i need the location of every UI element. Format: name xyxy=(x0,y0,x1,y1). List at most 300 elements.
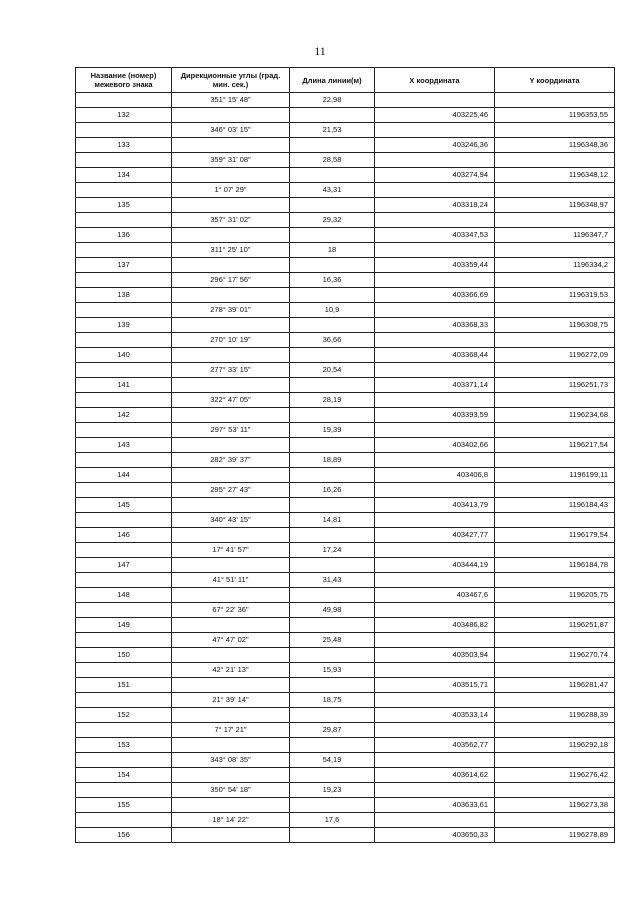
x-coordinate xyxy=(375,393,495,408)
y-coordinate xyxy=(495,483,615,498)
line-length xyxy=(290,378,375,393)
line-length: 20,54 xyxy=(290,363,375,378)
segment-row xyxy=(76,93,615,108)
point-name: 152 xyxy=(76,708,172,723)
y-coordinate xyxy=(495,663,615,678)
line-length: 25,48 xyxy=(290,633,375,648)
line-length xyxy=(290,438,375,453)
direction-angle xyxy=(172,558,290,573)
line-length: 29,32 xyxy=(290,213,375,228)
point-name: 134 xyxy=(76,168,172,183)
direction-angle: 270° 10' 19" xyxy=(172,333,290,348)
point-name: 142 xyxy=(76,408,172,423)
y-coordinate xyxy=(495,213,615,228)
x-coordinate: 403650,33 xyxy=(375,828,495,843)
direction-angle xyxy=(172,798,290,813)
y-coordinate: 1196184,43 xyxy=(495,498,615,513)
direction-angle: 18° 14' 22" xyxy=(172,813,290,828)
segment-row xyxy=(76,453,615,468)
y-coordinate xyxy=(495,783,615,798)
segment-row xyxy=(76,423,615,438)
point-name: 146 xyxy=(76,528,172,543)
point-name xyxy=(76,603,172,618)
direction-angle xyxy=(172,348,290,363)
x-coordinate xyxy=(375,213,495,228)
page-number: 11 xyxy=(314,44,326,58)
point-row xyxy=(76,708,615,723)
line-length: 43,31 xyxy=(290,183,375,198)
line-length xyxy=(290,198,375,213)
line-length: 17,24 xyxy=(290,543,375,558)
x-coordinate xyxy=(375,723,495,738)
point-name: 145 xyxy=(76,498,172,513)
point-name xyxy=(76,573,172,588)
point-name: 150 xyxy=(76,648,172,663)
x-coordinate xyxy=(375,753,495,768)
point-row xyxy=(76,468,615,483)
point-name xyxy=(76,753,172,768)
direction-angle: 357° 31' 02" xyxy=(172,213,290,228)
x-coordinate xyxy=(375,783,495,798)
line-length xyxy=(290,408,375,423)
segment-row xyxy=(76,243,615,258)
point-row xyxy=(76,648,615,663)
direction-angle: 282° 39' 37" xyxy=(172,453,290,468)
y-coordinate xyxy=(495,93,615,108)
x-coordinate: 403503,94 xyxy=(375,648,495,663)
segment-row xyxy=(76,333,615,348)
direction-angle: 295° 27' 43" xyxy=(172,483,290,498)
direction-angle xyxy=(172,198,290,213)
line-length xyxy=(290,798,375,813)
x-coordinate: 403371,14 xyxy=(375,378,495,393)
x-coordinate: 403427,77 xyxy=(375,528,495,543)
direction-angle: 7° 17' 21" xyxy=(172,723,290,738)
y-coordinate: 1196270,74 xyxy=(495,648,615,663)
direction-angle: 277° 33' 15" xyxy=(172,363,290,378)
segment-row xyxy=(76,723,615,738)
x-coordinate xyxy=(375,543,495,558)
x-coordinate xyxy=(375,363,495,378)
x-coordinate xyxy=(375,513,495,528)
line-length xyxy=(290,318,375,333)
point-name xyxy=(76,393,172,408)
line-length: 18,89 xyxy=(290,453,375,468)
point-name xyxy=(76,423,172,438)
segment-row xyxy=(76,753,615,768)
direction-angle: 340° 43' 15" xyxy=(172,513,290,528)
direction-angle xyxy=(172,738,290,753)
direction-angle xyxy=(172,528,290,543)
header-x: X координата xyxy=(375,68,495,93)
x-coordinate: 403467,6 xyxy=(375,588,495,603)
segment-row xyxy=(76,513,615,528)
y-coordinate xyxy=(495,393,615,408)
point-name xyxy=(76,93,172,108)
point-row xyxy=(76,228,615,243)
y-coordinate: 1196347,7 xyxy=(495,228,615,243)
line-length: 21,53 xyxy=(290,123,375,138)
line-length: 22,98 xyxy=(290,93,375,108)
x-coordinate: 403614,62 xyxy=(375,768,495,783)
direction-angle: 296° 17' 56" xyxy=(172,273,290,288)
x-coordinate: 403368,33 xyxy=(375,318,495,333)
line-length: 54,19 xyxy=(290,753,375,768)
point-name: 132 xyxy=(76,108,172,123)
point-row xyxy=(76,828,615,843)
x-coordinate: 403318,24 xyxy=(375,198,495,213)
header-angle: Дирекционные углы (град. мин. сек.) xyxy=(172,68,290,93)
x-coordinate xyxy=(375,693,495,708)
line-length xyxy=(290,168,375,183)
y-coordinate xyxy=(495,693,615,708)
x-coordinate: 403246,36 xyxy=(375,138,495,153)
segment-row xyxy=(76,393,615,408)
x-coordinate: 403406,8 xyxy=(375,468,495,483)
line-length: 19,23 xyxy=(290,783,375,798)
direction-angle xyxy=(172,168,290,183)
line-length xyxy=(290,738,375,753)
point-name xyxy=(76,123,172,138)
y-coordinate xyxy=(495,333,615,348)
x-coordinate: 403633,61 xyxy=(375,798,495,813)
point-name xyxy=(76,363,172,378)
line-length xyxy=(290,288,375,303)
x-coordinate xyxy=(375,273,495,288)
y-coordinate xyxy=(495,303,615,318)
y-coordinate: 1196348,12 xyxy=(495,168,615,183)
point-row xyxy=(76,408,615,423)
direction-angle xyxy=(172,468,290,483)
line-length xyxy=(290,678,375,693)
y-coordinate: 1196276,42 xyxy=(495,768,615,783)
direction-angle xyxy=(172,138,290,153)
point-row xyxy=(76,438,615,453)
point-name: 153 xyxy=(76,738,172,753)
line-length xyxy=(290,528,375,543)
point-row xyxy=(76,678,615,693)
x-coordinate: 403274,94 xyxy=(375,168,495,183)
x-coordinate xyxy=(375,423,495,438)
line-length: 10,9 xyxy=(290,303,375,318)
direction-angle xyxy=(172,618,290,633)
point-name: 154 xyxy=(76,768,172,783)
point-row xyxy=(76,108,615,123)
point-name xyxy=(76,693,172,708)
y-coordinate: 1196278,89 xyxy=(495,828,615,843)
point-name: 147 xyxy=(76,558,172,573)
line-length: 29,87 xyxy=(290,723,375,738)
direction-angle xyxy=(172,678,290,693)
y-coordinate: 1196292,18 xyxy=(495,738,615,753)
x-coordinate: 403562,77 xyxy=(375,738,495,753)
point-name: 155 xyxy=(76,798,172,813)
x-coordinate xyxy=(375,153,495,168)
point-name xyxy=(76,303,172,318)
y-coordinate xyxy=(495,573,615,588)
segment-row xyxy=(76,543,615,558)
line-length xyxy=(290,558,375,573)
direction-angle xyxy=(172,498,290,513)
header-y: Y координата xyxy=(495,68,615,93)
point-name xyxy=(76,723,172,738)
x-coordinate xyxy=(375,453,495,468)
x-coordinate: 403402,66 xyxy=(375,438,495,453)
point-name xyxy=(76,243,172,258)
point-name: 140 xyxy=(76,348,172,363)
line-length: 14,81 xyxy=(290,513,375,528)
segment-row xyxy=(76,363,615,378)
point-name: 148 xyxy=(76,588,172,603)
direction-angle: 21° 39' 14" xyxy=(172,693,290,708)
segment-row xyxy=(76,693,615,708)
line-length: 19,39 xyxy=(290,423,375,438)
x-coordinate: 403413,79 xyxy=(375,498,495,513)
y-coordinate: 1196199,11 xyxy=(495,468,615,483)
point-row xyxy=(76,558,615,573)
x-coordinate xyxy=(375,633,495,648)
line-length: 16,26 xyxy=(290,483,375,498)
x-coordinate xyxy=(375,243,495,258)
table-body xyxy=(76,93,615,843)
segment-row xyxy=(76,813,615,828)
y-coordinate: 1196288,39 xyxy=(495,708,615,723)
segment-row xyxy=(76,213,615,228)
y-coordinate: 1196348,97 xyxy=(495,198,615,213)
direction-angle xyxy=(172,408,290,423)
line-length xyxy=(290,228,375,243)
line-length: 17,6 xyxy=(290,813,375,828)
direction-angle: 1° 07' 29" xyxy=(172,183,290,198)
line-length xyxy=(290,498,375,513)
y-coordinate: 1196319,53 xyxy=(495,288,615,303)
y-coordinate: 1196272,09 xyxy=(495,348,615,363)
point-name xyxy=(76,333,172,348)
y-coordinate: 1196234,68 xyxy=(495,408,615,423)
point-name xyxy=(76,663,172,678)
y-coordinate xyxy=(495,273,615,288)
point-name: 151 xyxy=(76,678,172,693)
segment-row xyxy=(76,183,615,198)
direction-angle xyxy=(172,588,290,603)
x-coordinate xyxy=(375,123,495,138)
point-name: 135 xyxy=(76,198,172,213)
table-header-row xyxy=(76,68,615,93)
point-row xyxy=(76,378,615,393)
point-name: 139 xyxy=(76,318,172,333)
point-name: 141 xyxy=(76,378,172,393)
y-coordinate xyxy=(495,123,615,138)
direction-angle: 322° 47' 05" xyxy=(172,393,290,408)
point-name: 133 xyxy=(76,138,172,153)
line-length xyxy=(290,708,375,723)
point-row xyxy=(76,138,615,153)
direction-angle: 346° 03' 15" xyxy=(172,123,290,138)
y-coordinate: 1196273,38 xyxy=(495,798,615,813)
point-name: 136 xyxy=(76,228,172,243)
x-coordinate xyxy=(375,573,495,588)
point-name xyxy=(76,273,172,288)
x-coordinate: 403347,53 xyxy=(375,228,495,243)
point-name xyxy=(76,153,172,168)
direction-angle xyxy=(172,438,290,453)
point-name xyxy=(76,213,172,228)
line-length: 15,93 xyxy=(290,663,375,678)
y-coordinate xyxy=(495,813,615,828)
direction-angle: 311° 25' 10" xyxy=(172,243,290,258)
x-coordinate: 403359,44 xyxy=(375,258,495,273)
point-row xyxy=(76,198,615,213)
point-name: 143 xyxy=(76,438,172,453)
line-length xyxy=(290,108,375,123)
y-coordinate xyxy=(495,633,615,648)
y-coordinate: 1196251,73 xyxy=(495,378,615,393)
point-name: 149 xyxy=(76,618,172,633)
segment-row xyxy=(76,663,615,678)
point-row xyxy=(76,168,615,183)
y-coordinate: 1196217,54 xyxy=(495,438,615,453)
point-row xyxy=(76,288,615,303)
y-coordinate: 1196281,47 xyxy=(495,678,615,693)
y-coordinate xyxy=(495,183,615,198)
point-row xyxy=(76,318,615,333)
line-length xyxy=(290,618,375,633)
line-length: 28,58 xyxy=(290,153,375,168)
header-name: Название (номер) межевого знака xyxy=(76,68,172,93)
segment-row xyxy=(76,603,615,618)
point-name xyxy=(76,813,172,828)
point-row xyxy=(76,618,615,633)
x-coordinate: 403366,69 xyxy=(375,288,495,303)
line-length: 49,98 xyxy=(290,603,375,618)
header-length: Длина линии(м) xyxy=(290,68,375,93)
y-coordinate xyxy=(495,243,615,258)
point-row xyxy=(76,798,615,813)
point-name xyxy=(76,453,172,468)
line-length: 18,75 xyxy=(290,693,375,708)
y-coordinate: 1196353,55 xyxy=(495,108,615,123)
line-length xyxy=(290,588,375,603)
segment-row xyxy=(76,633,615,648)
x-coordinate xyxy=(375,483,495,498)
direction-angle: 67° 22' 36" xyxy=(172,603,290,618)
point-row xyxy=(76,348,615,363)
y-coordinate xyxy=(495,363,615,378)
x-coordinate xyxy=(375,813,495,828)
direction-angle: 41° 51' 11" xyxy=(172,573,290,588)
segment-row xyxy=(76,573,615,588)
direction-angle: 42° 21' 13" xyxy=(172,663,290,678)
point-row xyxy=(76,258,615,273)
point-name xyxy=(76,633,172,648)
line-length: 31,43 xyxy=(290,573,375,588)
point-name xyxy=(76,543,172,558)
line-length: 36,66 xyxy=(290,333,375,348)
y-coordinate: 1196308,75 xyxy=(495,318,615,333)
point-row xyxy=(76,738,615,753)
x-coordinate xyxy=(375,663,495,678)
line-length: 18 xyxy=(290,243,375,258)
direction-angle xyxy=(172,648,290,663)
y-coordinate: 1196251,87 xyxy=(495,618,615,633)
point-row xyxy=(76,498,615,513)
point-name xyxy=(76,513,172,528)
point-name xyxy=(76,183,172,198)
x-coordinate xyxy=(375,93,495,108)
y-coordinate: 1196348,36 xyxy=(495,138,615,153)
point-name: 144 xyxy=(76,468,172,483)
x-coordinate xyxy=(375,603,495,618)
line-length xyxy=(290,138,375,153)
direction-angle: 47° 47' 02" xyxy=(172,633,290,648)
x-coordinate: 403533,14 xyxy=(375,708,495,723)
line-length xyxy=(290,348,375,363)
point-name: 138 xyxy=(76,288,172,303)
x-coordinate xyxy=(375,333,495,348)
y-coordinate xyxy=(495,753,615,768)
y-coordinate xyxy=(495,603,615,618)
x-coordinate: 403225,46 xyxy=(375,108,495,123)
direction-angle: 278° 39' 01" xyxy=(172,303,290,318)
y-coordinate xyxy=(495,423,615,438)
point-name xyxy=(76,783,172,798)
direction-angle xyxy=(172,378,290,393)
y-coordinate xyxy=(495,723,615,738)
segment-row xyxy=(76,783,615,798)
direction-angle: 343° 08' 35" xyxy=(172,753,290,768)
x-coordinate: 403444,19 xyxy=(375,558,495,573)
direction-angle: 17° 41' 57" xyxy=(172,543,290,558)
direction-angle xyxy=(172,768,290,783)
line-length xyxy=(290,468,375,483)
y-coordinate xyxy=(495,513,615,528)
line-length: 28,19 xyxy=(290,393,375,408)
line-length xyxy=(290,828,375,843)
direction-angle xyxy=(172,828,290,843)
point-name xyxy=(76,483,172,498)
segment-row xyxy=(76,273,615,288)
line-length xyxy=(290,258,375,273)
x-coordinate xyxy=(375,183,495,198)
y-coordinate: 1196334,2 xyxy=(495,258,615,273)
x-coordinate xyxy=(375,303,495,318)
point-row xyxy=(76,768,615,783)
line-length: 16,36 xyxy=(290,273,375,288)
y-coordinate: 1196179,54 xyxy=(495,528,615,543)
x-coordinate: 403515,71 xyxy=(375,678,495,693)
direction-angle: 351° 15' 48" xyxy=(172,93,290,108)
line-length xyxy=(290,768,375,783)
segment-row xyxy=(76,483,615,498)
y-coordinate xyxy=(495,153,615,168)
direction-angle xyxy=(172,108,290,123)
x-coordinate: 403393,59 xyxy=(375,408,495,423)
x-coordinate: 403368,44 xyxy=(375,348,495,363)
point-name: 156 xyxy=(76,828,172,843)
point-name: 137 xyxy=(76,258,172,273)
x-coordinate: 403486,82 xyxy=(375,618,495,633)
direction-angle: 297° 53' 11" xyxy=(172,423,290,438)
y-coordinate xyxy=(495,543,615,558)
direction-angle xyxy=(172,708,290,723)
direction-angle: 359° 31' 08" xyxy=(172,153,290,168)
point-row xyxy=(76,588,615,603)
direction-angle xyxy=(172,318,290,333)
direction-angle xyxy=(172,228,290,243)
y-coordinate: 1196205,75 xyxy=(495,588,615,603)
segment-row xyxy=(76,123,615,138)
direction-angle xyxy=(172,288,290,303)
